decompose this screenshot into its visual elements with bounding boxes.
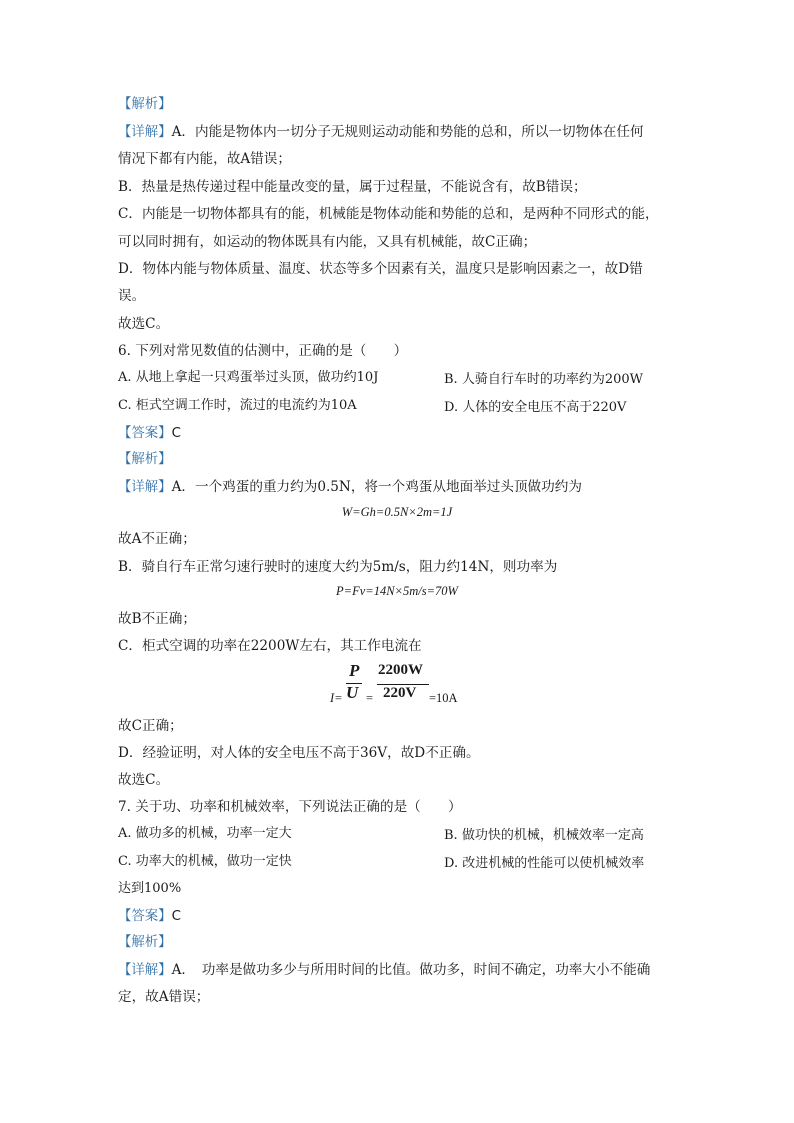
q6-option-a: A. 从地上拿起一只鸡蛋举过头顶，做功约10J [118, 370, 379, 385]
q7-answer-line [118, 906, 181, 927]
fraction-denominator: 220V [383, 685, 417, 701]
text-line: B．热量是热传递过程中能量改变的量，属于过程量，不能说含有，故B错误； [118, 179, 587, 195]
text-line: 故B不正确； [118, 611, 196, 627]
q7-option-d: D. 改进机械的性能可以使机械效率 [444, 856, 645, 871]
q7-option-d-continued: 达到100% [118, 881, 182, 896]
answer-tag: 【答案】 [118, 426, 172, 441]
q6-answer-line [118, 423, 181, 444]
detail-text: A．内能是物体内一切分子无规则运动动能和势能的总和，所以一切物体在任何 [171, 124, 644, 140]
q6-option-d: D. 人体的安全电压不高于220V [444, 400, 627, 415]
detail-tag: 【详解】 [118, 963, 172, 978]
question-6-stem: 6. 下列对常见数值的估测中，正确的是（ ） [118, 343, 408, 359]
conclusion-line: 故选C。 [118, 316, 170, 332]
detail-tag: 【详解】 [118, 480, 172, 495]
text-line: 误。 [118, 288, 146, 304]
formula-result: =10A [429, 691, 458, 705]
text-line: 定，故A错误； [118, 989, 210, 1005]
answer-value: C [171, 909, 181, 924]
detail-tag: 【详解】 [118, 125, 172, 140]
conclusion-line: 故选C。 [118, 772, 170, 788]
text-line: D．经验证明，对人体的安全电压不高于36V，故D不正确。 [118, 745, 480, 761]
fraction-numerator: 2200W [378, 662, 423, 678]
q6-option-b: B. 人骑自行车时的功率约为200W [444, 372, 643, 387]
text-line: C．内能是一切物体都具有的能，机械能是物体动能和势能的总和，是两种不同形式的能， [118, 206, 659, 222]
formula-work: W=Gh=0.5N×2m=1J [341, 505, 453, 519]
text-line: 故C正确； [118, 718, 183, 734]
answer-value: C [171, 426, 181, 441]
analysis-heading: 【解析】 [118, 935, 172, 950]
fraction-p: P [349, 661, 360, 680]
text-line: 故A不正确； [118, 531, 196, 547]
detail-line [118, 960, 650, 981]
detail-line [118, 477, 582, 498]
fraction-u: U [346, 683, 359, 702]
detail-text: A．一个鸡蛋的重力约为0.5N，将一个鸡蛋从地面举过头顶做功约为 [171, 479, 582, 495]
q7-option-b: B. 做功快的机械，机械效率一定高 [444, 828, 644, 843]
detail-text: A． 功率是做功多少与所用时间的比值。做功多，时间不确定，功率大小不能确 [171, 962, 651, 978]
text-line: D．物体内能与物体质量、温度、状态等多个因素有关，温度只是影响因素之一，故D错 [118, 261, 643, 277]
question-7-stem: 7. 关于功、功率和机械效率，下列说法正确的是（ ） [118, 799, 462, 815]
text-line: 可以同时拥有，如运动的物体既具有内能，又具有机械能，故C正确； [118, 234, 537, 250]
q7-option-c: C. 功率大的机械，做功一定快 [118, 854, 292, 869]
q6-option-c: C. 柜式空调工作时，流过的电流约为10A [118, 398, 357, 413]
answer-tag: 【答案】 [118, 909, 172, 924]
analysis-heading: 【解析】 [118, 452, 172, 467]
formula-i-label: I= [330, 691, 343, 705]
text-line: C．柜式空调的功率在2200W左右，其工作电流在 [118, 638, 422, 654]
detail-line [118, 122, 644, 143]
formula-power: P=Fv=14N×5m/s=70W [336, 584, 458, 598]
text-line: B．骑自行车正常匀速行驶时的速度大约为5m/s，阻力约14N，则功率为 [118, 559, 558, 575]
formula-equals: = [366, 691, 374, 705]
analysis-heading: 【解析】 [118, 97, 172, 112]
text-line: 情况下都有内能，故A错误； [118, 151, 291, 167]
q7-option-a: A. 做功多的机械，功率一定大 [118, 826, 292, 841]
